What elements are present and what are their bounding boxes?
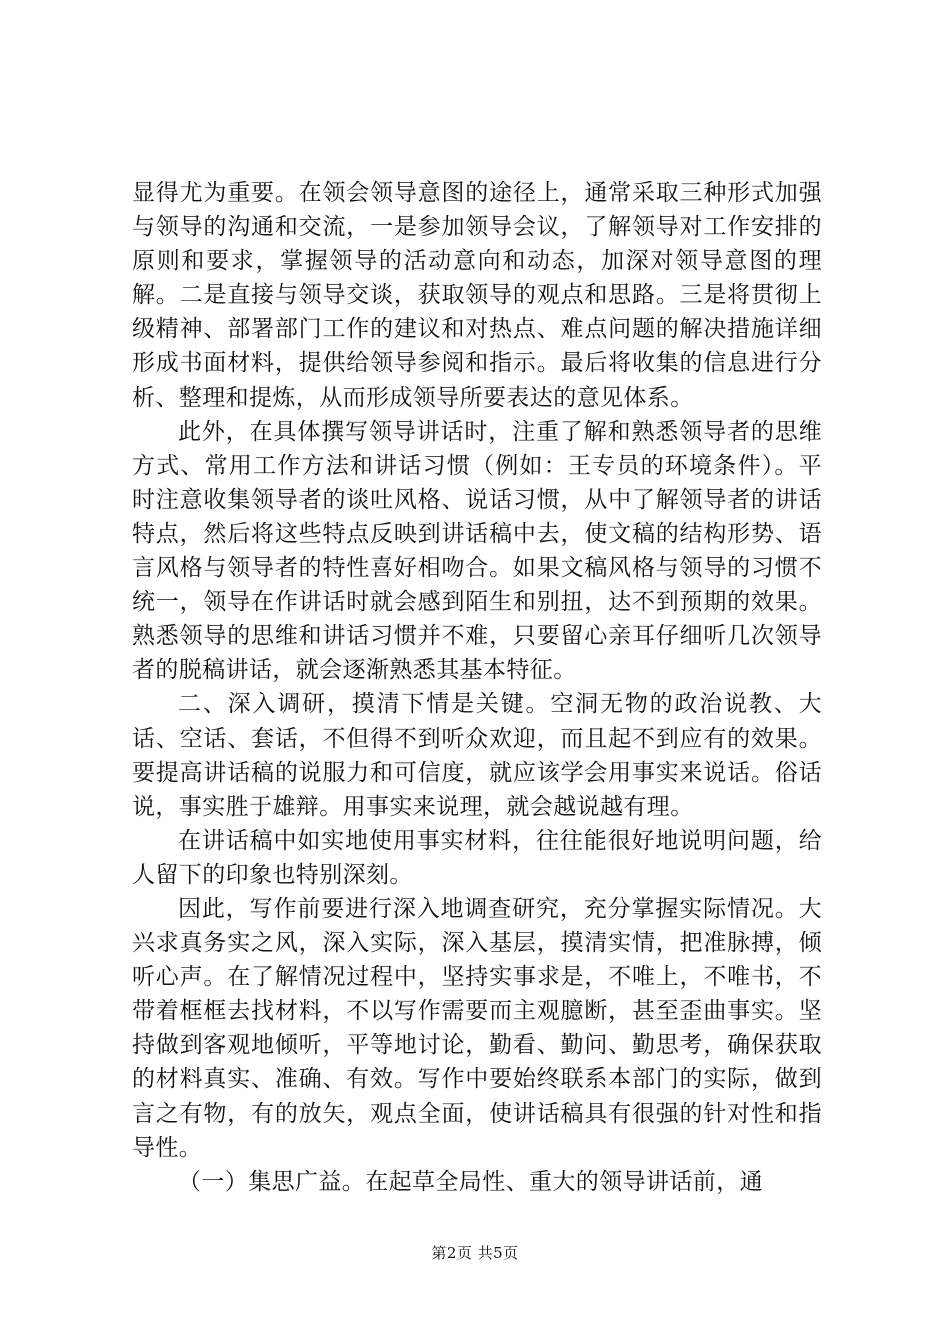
page-number-footer: 第2页 共5页 <box>431 1244 519 1262</box>
paragraph-section-two-heading: 二、深入调研，摸清下情是关键。空洞无物的政治说教、大话、空话、套话，不但得不到听众欢迎，而且起不到应有的效果。要提高讲话稿的说服力和可信度，就应该学会用事实来说话。俗话说，事实胜于雄辩。用事实来说理，就会越说越有理。 <box>132 691 822 820</box>
paragraph-facts-usage: 在讲话稿中如实地使用事实材料，往往能很好地说明问题，给人留下的印象也特别深刻。 <box>132 827 822 888</box>
document-body <box>132 176 822 1199</box>
paragraph-leader-habits: 此外，在具体撰写领导讲话时，注重了解和熟悉领导者的思维方式、常用工作方法和讲话习惯（例如：王专员的环境条件）。平时注意收集领导者的谈吐风格、说话习惯，从中了解领导者的讲话特点，然后将这些特点反映到讲话稿中去，使文稿的结构形势、语言风格与领导者的特性喜好相吻合。如果文稿风格与领导的习惯不统一，领导在作讲话时就会感到陌生和别扭，达不到预期的效果。熟悉领导的思维和讲话习惯并不难，只要留心亲耳仔细听几次领导者的脱稿讲话，就会逐渐熟悉其基本特征。 <box>132 418 822 684</box>
paragraph-subsection-one: （一）集思广益。在起草全局性、重大的领导讲话前，通 <box>178 1168 763 1195</box>
paragraph-continuation: 显得尤为重要。在领会领导意图的途径上，通常采取三种形式加强与领导的沟通和交流，一是参加领导会议，了解领导对工作安排的原则和要求，掌握领导的活动意向和动态，加深对领导意图的理解。二是直接与领导交谈，获取领导的观点和思路。三是将贯彻上级精神、部署部门工作的建议和对热点、难点问题的解决措施详细形成书面材料，提供给领导参阅和指示。最后将收集的信息进行分析、整理和提炼，从而形成领导所要表达的意见体系。 <box>132 180 822 411</box>
paragraph-research: 因此，写作前要进行深入地调查研究，充分掌握实际情况。大兴求真务实之风，深入实际，深入基层，摸清实情，把准脉搏，倾听心声。在了解情况过程中，坚持实事求是，不唯上，不唯书，不带着框框去找材料，不以写作需要而主观臆断，甚至歪曲事实。坚持做到客观地倾听，平等地讨论，勤看、勤问、勤思考，确保获取的材料真实、准确、有效。写作中要始终联系本部门的实际，做到言之有物，有的放矢，观点全面，使讲话稿具有很强的针对性和指导性。 <box>132 895 822 1161</box>
